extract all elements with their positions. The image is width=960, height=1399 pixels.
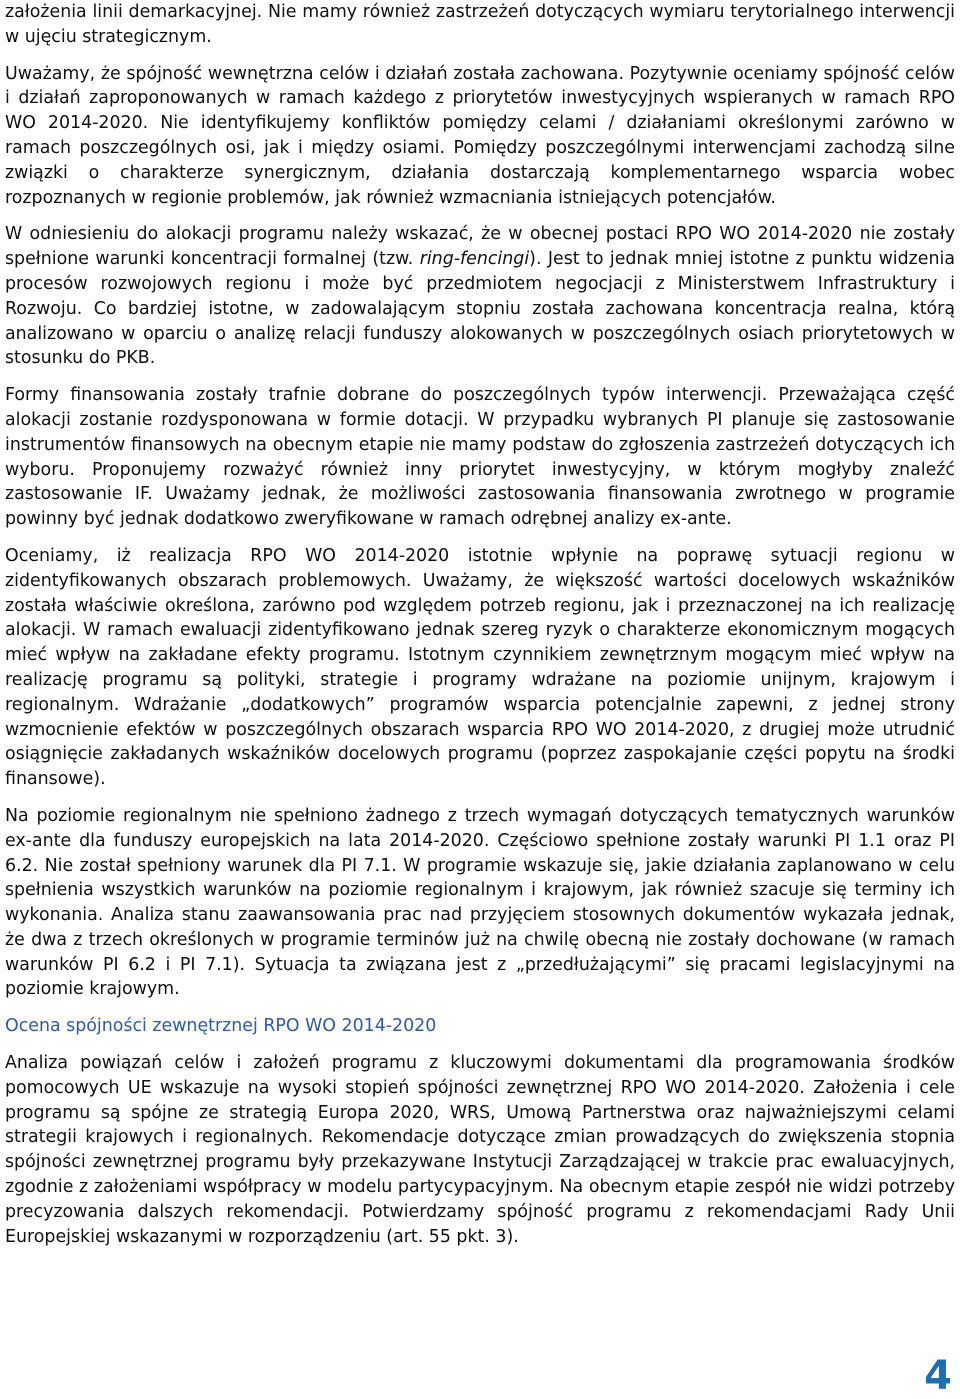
paragraph-allocation-text-end: ). Jest to jednak mniej istotne z punktu widzenia procesów rozwojowych regionu i może być przedmiotem negocjacji z Ministerstwem Infrastruktury i Rozwoju. Co bardziej istotne, w zadowalającym stopniu została zachowana koncentracja realna, którą analizowano w oparciu o analizę relacji funduszy alokowanych w poszczególnych osiach priorytetowych w stosunku do PKB. — [5, 249, 955, 369]
paragraph-allocation-text-start: W odniesieniu do alokacji programu należy wskazać, że w obecnej postaci RPO WO 2014-2020 nie zostały spełnione warunki koncentracji formalnej (tzw. — [5, 224, 955, 270]
paragraph-program-impact: Oceniamy, iż realizacja RPO WO 2014-2020 istotnie wpłynie na poprawę sytuacji regionu w zidentyfikowanych obszarach problemowych. Uważamy, że większość wartości docelowych wskaźników została właściwie określona, zarówno pod względem potrzeb regionu, jak i przeznaczonej na ich realizację alokacji. W ramach ewaluacji zidentyfikowano jednak szereg ryzyk o charakterze ekonomicznym mogących mieć wpływ na zakładane efekty programu. Istotnym czynnikiem zewnętrznym mogącym mieć wpływ na realizację programu są polityki, strategie i programy wdrażane na poziomie unijnym, krajowym i regionalnym. Wdrażanie „dodatkowych” programów wsparcia potencjalnie zapewni, z jednej strony wzmocnienie efektów w poszczególnych obszarach wsparcia RPO WO 2014-2020, z drugiej może utrudnić osiągnięcie zakładanych wskaźników docelowych programu (poprzez zaspokajanie części popytu na środki finansowe). — [5, 545, 955, 790]
paragraph-demarcation: założenia linii demarkacyjnej. Nie mamy również zastrzeżeń dotyczących wymiaru terytorialnego interwencji w ujęciu strategicznym. — [5, 2, 955, 47]
paragraph-allocation — [5, 222, 955, 371]
paragraph-internal-coherence: Uważamy, że spójność wewnętrzna celów i działań została zachowana. Pozytywnie oceniamy spójność celów i działań zaproponowanych w ramach każdego z priorytetów inwestycyjnych wspieranych w ramach RPO WO 2014-2020. Nie identyfikujemy konfliktów pomiędzy celami / działaniami określonymi zarówno w ramach poszczególnych osi, jak i między osiami. Pomiędzy poszczególnymi interwencjami zachodzą silne związki o charakterze synergicznym, działania dostarczają komplementarnego wsparcia wobec rozpoznanych w regionie problemów, jak również wzmacniania istniejących potencjałów. — [5, 63, 955, 208]
paragraph-ex-ante-conditions: Na poziomie regionalnym nie spełniono żadnego z trzech wymagań dotyczących tematycznych warunków ex-ante dla funduszy europejskich na lata 2014-2020. Częściowo spełnione zostały warunki PI 1.1 oraz PI 6.2. Nie został spełniony warunek dla PI 7.1. W programie wskazuje się, jakie działania zaplanowano w celu spełnienia wszystkich warunków na poziomie regionalnym i krajowym, jak również szacuje się terminy ich wykonania. Analiza stanu zaawansowania prac nad przyjęciem stosownych dokumentów wykazała jednak, że dwa z trzech określonych w programie terminów już na chwilę obecną nie zostały dochowane (w ramach warunków PI 6.2 i PI 7.1). Sytuacja ta związana jest z „przedłużającymi” się pracami legislacyjnymi na poziomie krajowym. — [5, 805, 955, 1000]
document-page — [5, 0, 955, 1261]
paragraph-external-coherence: Analiza powiązań celów i założeń programu z kluczowymi dokumentami dla programowania środków pomocowych UE wskazuje na wysoki stopień spójności zewnętrznej RPO WO 2014-2020. Założenia i cele programu są spójne ze strategią Europa 2020, WRS, Umową Partnerstwa oraz najważniejszymi celami strategii krajowych i regionalnych. Rekomendacje dotyczące zmian prowadzących do zwiększenia stopnia spójności zewnętrznej programu były przekazywane Instytucji Zarządzającej w trakcie prac ewaluacyjnych, zgodnie z założeniami współpracy w modelu partycypacyjnym. Na obecnym etapie zespół nie widzi potrzeby precyzowania dalszych rekomendacji. Potwierdzamy spójność programu z rekomendacjami Rady Unii Europejskiej wskazanymi w rozporządzeniu (art. 55 pkt. 3). — [5, 1053, 955, 1247]
section-heading-external-coherence: Ocena spójności zewnętrznej RPO WO 2014-2020 — [5, 1016, 437, 1037]
paragraph-financing-forms: Formy finansowania zostały trafnie dobrane do poszczególnych typów interwencji. Przeważająca część alokacji zostanie rozdysponowana w formie dotacji. W przypadku wybranych PI planuje się zastosowanie instrumentów finansowych na obecnym etapie nie mamy podstaw do zgłoszenia zastrzeżeń dotyczących ich wyboru. Proponujemy rozważyć również inny priorytet inwestycyjny, w którym mogłyby znaleźć zastosowanie IF. Uważamy jednak, że możliwości zastosowania finansowania zwrotnego w programie powinny być jednak dodatkowo zweryfikowane w ramach odrębnej analizy ex-ante. — [5, 385, 955, 530]
page-number: 4 — [924, 1353, 952, 1399]
ring-fencing-term: ring-fencingi — [419, 249, 530, 270]
